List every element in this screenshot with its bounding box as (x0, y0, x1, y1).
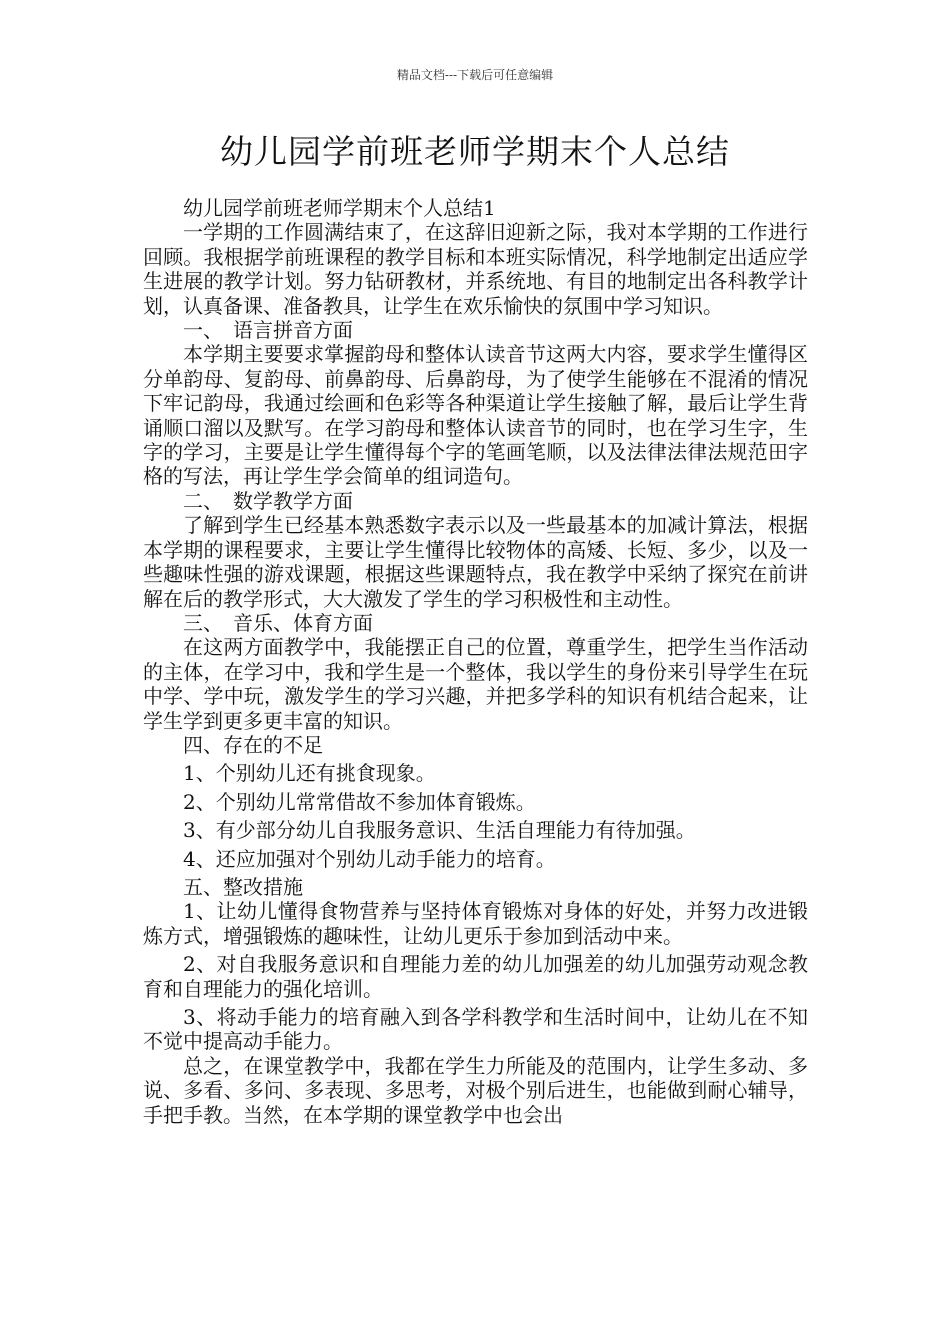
section-heading: 一、 语言拼音方面 (183, 318, 353, 343)
list-item: 3、将动手能力的培育融入到各学科教学和生活时间中，让幼儿在不知不觉中提高动手能力。 (143, 1005, 808, 1054)
list-item: 3、有少部分幼儿自我服务意识、生活自理能力有待加强。 (183, 818, 696, 843)
body-paragraph: 总之，在课堂教学中，我都在学生力所能及的范围内，让学生多动、多说、多看、多问、多表现、多思考，对极个别后进生，也能做到耐心辅导，手把手教。当然，在本学期的课堂教学中也会出 (143, 1053, 808, 1127)
document-body (143, 196, 808, 1127)
list-item: 1、让幼儿懂得食物营养与坚持体育锻炼对身体的好处，并努力改进锻炼方式，增强锻炼的趣味性，让幼儿更乐于参加到活动中来。 (143, 899, 808, 948)
document-title: 幼儿园学前班老师学期末个人总结 (220, 132, 730, 171)
body-paragraph: 在这两方面教学中，我能摆正自己的位置，尊重学生，把学生当作活动的主体，在学习中，我和学生是一个整体，我以学生的身份来引导学生在玩中学、学中玩，激发学生的学习兴趣，并把多学科的知识有机结合起来，让学生学到更多更丰富的知识。 (143, 635, 808, 733)
body-paragraph: 本学期主要要求掌握韵母和整体认读音节这两大内容，要求学生懂得区分单韵母、复韵母、前鼻韵母、后鼻韵母，为了使学生能够在不混淆的情况下牢记韵母，我通过绘画和色彩等各种渠道让学生接触了解，最后让学生背诵顺口溜以及默写。在学习韵母和整体认读音节的同时，也在学习生字，生字的学习，主要是让学生懂得每个字的笔画笔顺，以及法律法律法规范田字格的写法，再让学生学会简单的组词造句。 (143, 342, 808, 489)
body-paragraph: 了解到学生已经基本熟悉数字表示以及一些最基本的加减计算法，根据本学期的课程要求，主要让学生懂得比较物体的高矮、长短、多少，以及一些趣味性强的游戏课题，根据这些课题特点，我在教学中采纳了探究在前讲解在后的教学形式，大大激发了学生的学习积极性和主动性。 (143, 513, 808, 611)
list-item: 2、对自我服务意识和自理能力差的幼儿加强差的幼儿加强劳动观念教育和自理能力的强化培训。 (143, 952, 808, 1001)
intro-paragraph: 一学期的工作圆满结束了，在这辞旧迎新之际，我对本学期的工作进行回顾。我根据学前班课程的教学目标和本班实际情况，科学地制定出适应学生进展的教学计划。努力钻研教材，并系统地、有目的地制定出各科教学计划，认真备课、准备教具，让学生在欢乐愉快的氛围中学习知识。 (143, 220, 808, 318)
section-heading: 四、存在的不足 (183, 732, 323, 757)
header-note: 精品文档---下载后可任意编辑 (396, 68, 554, 82)
section-heading: 五、整改措施 (183, 874, 303, 899)
section-heading: 三、 音乐、体育方面 (183, 610, 373, 635)
list-item: 4、还应加强对个别幼儿动手能力的培育。 (183, 846, 556, 871)
list-item: 2、个别幼儿常常借故不参加体育锻炼。 (183, 789, 536, 814)
subtitle-paragraph: 幼儿园学前班老师学期末个人总结1 (183, 196, 496, 220)
list-item: 1、个别幼儿还有挑食现象。 (183, 761, 436, 786)
section-heading: 二、 数学教学方面 (183, 488, 353, 513)
